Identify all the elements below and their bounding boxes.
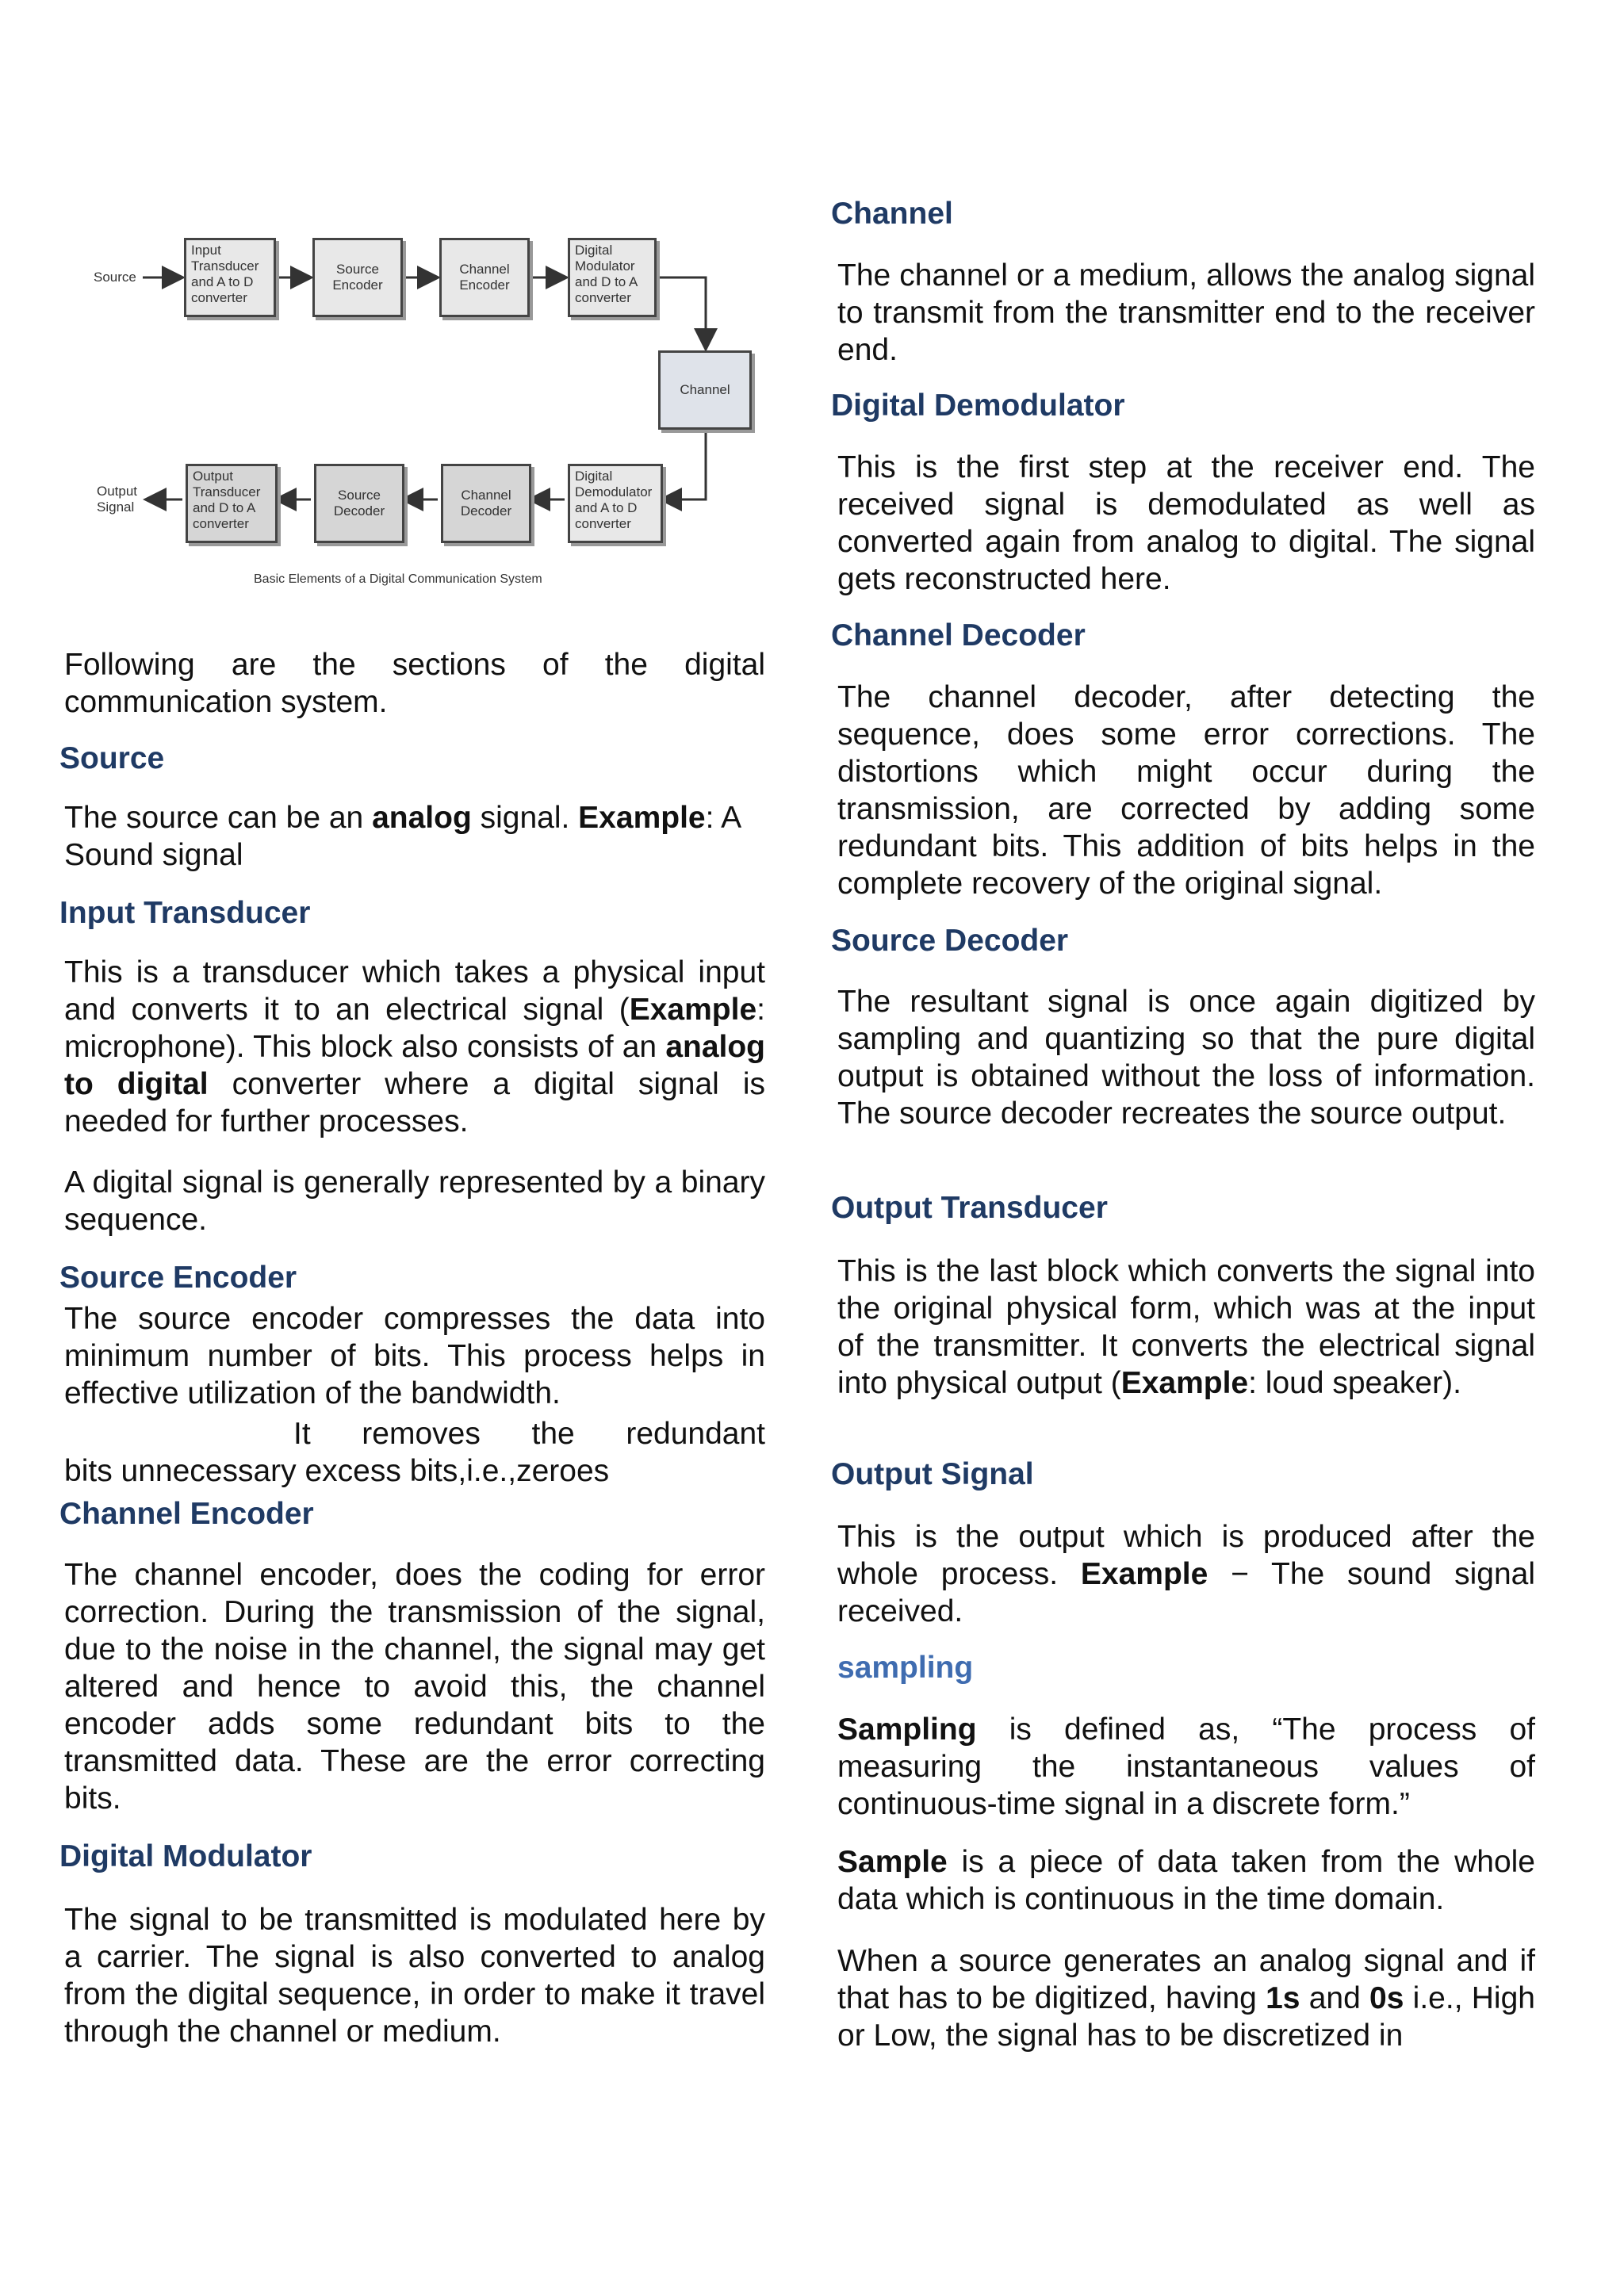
- digital-modulator-paragraph: The signal to be transmitted is modulated here by a carrier. The signal is also converted to analog from the digital sequence, in order to make it travel through the channel or medium.: [64, 1903, 765, 2049]
- diagram-digital-modulator-block: Digital Modulator and D to A converter: [568, 238, 657, 317]
- channel-decoder-heading: Channel Decoder: [831, 618, 1086, 652]
- sampling-definition-paragraph: Sampling is defined as, “The process of measuring the instantaneous values of continuous-time signal in a discrete form.”: [837, 1712, 1535, 1821]
- digital-modulator-heading: Digital Modulator: [59, 1839, 312, 1873]
- channel-encoder-paragraph: The channel encoder, does the coding for error correction. During the transmission of the signal, due to the noise in the channel, the signal may get altered and hence to avoid this, the channel encoder adds some redundant bits to the transmitted data. These are the error correcting bits.: [64, 1558, 765, 1816]
- diagram-channel-decoder-block: Channel Decoder: [441, 464, 531, 543]
- channel-decoder-paragraph: The channel decoder, after detecting the sequence, does some error corrections. The distortions which might occur during the transmission, are corrected by adding some redundant bits. This addition of bits helps in the complete recovery of the original signal.: [837, 680, 1535, 901]
- diagram-caption: Basic Elements of a Digital Communication System: [254, 572, 542, 586]
- sampling-heading: sampling: [837, 1651, 974, 1685]
- source-encoder-redundant-line: It removes the redundant: [293, 1417, 765, 1451]
- sample-paragraph: Sample is a piece of data taken from the whole data which is continuous in the time domain.: [837, 1845, 1535, 1916]
- diagram-source-decoder-block: Source Decoder: [314, 464, 404, 543]
- channel-paragraph: The channel or a medium, allows the analog signal to transmit from the transmitter end to the receiver end.: [837, 258, 1535, 367]
- diagram-output-label: Output Signal: [97, 484, 138, 515]
- digital-demodulator-paragraph: This is the first step at the receiver end. The received signal is demodulated as well as converted again from analog to digital. The signal gets reconstructed here.: [837, 450, 1535, 596]
- diagram-digital-demodulator-block: Digital Demodulator and A to D converter: [568, 464, 663, 543]
- intro-paragraph: Following are the sections of the digital communication system.: [64, 648, 765, 719]
- source-encoder-heading: Source Encoder: [59, 1261, 297, 1295]
- diagram-source-encoder-block: Source Encoder: [312, 238, 403, 317]
- diagram-channel-encoder-block: Channel Encoder: [439, 238, 530, 317]
- input-transducer-paragraph: This is a transducer which takes a physical input and converts it to an electrical signal (Example: microphone). This block also consists of an analog to digital converter where a digital signal is needed for further processes.: [64, 955, 765, 1138]
- output-signal-paragraph: This is the output which is produced after the whole process. Example − The sound signal received.: [837, 1520, 1535, 1628]
- diagram-source-label: Source: [94, 270, 136, 285]
- block-diagram: [79, 222, 777, 595]
- source-decoder-paragraph: The resultant signal is once again digitized by sampling and quantizing so that the pure digital output is obtained without the loss of information. The source decoder recreates the source output.: [837, 985, 1535, 1131]
- source-heading: Source: [59, 741, 165, 775]
- digitize-paragraph: When a source generates an analog signal and if that has to be digitized, having 1s and 0s i.e., High or Low, the signal has to be discretized in: [837, 1944, 1535, 2053]
- diagram-input-transducer-block: Input Transducer and A to D converter: [184, 238, 276, 317]
- digital-demodulator-heading: Digital Demodulator: [831, 388, 1125, 423]
- source-decoder-heading: Source Decoder: [831, 924, 1069, 958]
- diagram-channel-block: Channel: [658, 350, 752, 430]
- output-signal-heading: Output Signal: [831, 1457, 1034, 1491]
- channel-encoder-heading: Channel Encoder: [59, 1497, 314, 1531]
- output-transducer-heading: Output Transducer: [831, 1191, 1108, 1225]
- source-encoder-paragraph: The source encoder compresses the data into minimum number of bits. This process helps in effective utilization of the bandwidth.: [64, 1302, 765, 1410]
- source-paragraph: The source can be an analog signal. Example: A Sound signal: [64, 801, 740, 872]
- digital-signal-paragraph: A digital signal is generally represented by a binary sequence.: [64, 1165, 765, 1237]
- source-encoder-bits-line: bits unnecessary excess bits,i.e.,zeroes: [64, 1454, 610, 1488]
- input-transducer-heading: Input Transducer: [59, 896, 311, 930]
- diagram-output-transducer-block: Output Transducer and D to A converter: [186, 464, 278, 543]
- output-transducer-paragraph: This is the last block which converts the signal into the original physical form, which was at the input of the transmitter. It converts the electrical signal into physical output (Example: loud speaker).: [837, 1254, 1535, 1400]
- channel-heading: Channel: [831, 197, 953, 231]
